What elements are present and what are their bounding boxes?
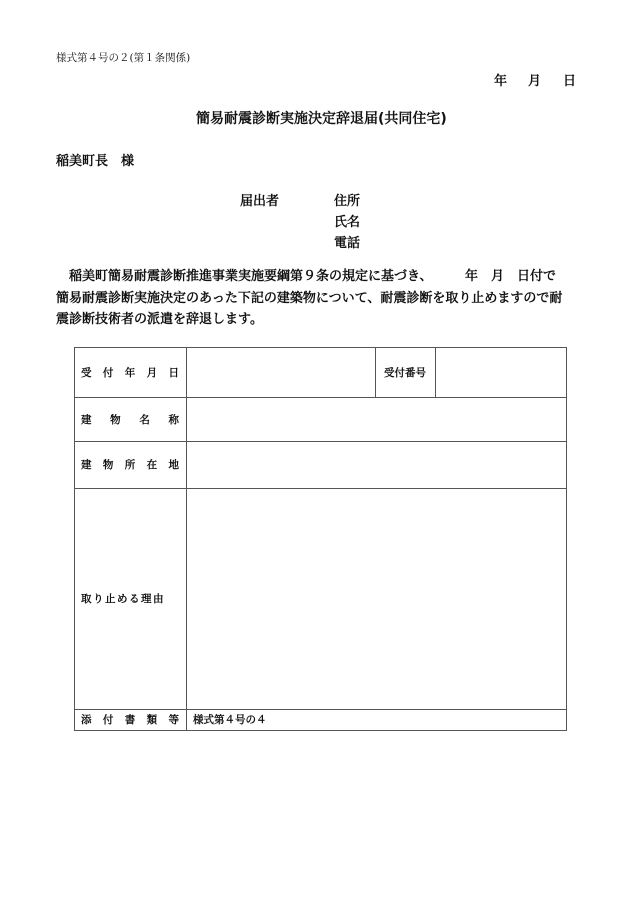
reception-number-field[interactable]: [436, 348, 566, 397]
label-char: 建: [81, 459, 92, 471]
body-line: 簡易耐震診断実施決定のあった下記の建築物について、耐震診断を取り止めますので耐: [56, 290, 563, 306]
label-char: 付: [102, 714, 114, 726]
label-char: 受: [81, 366, 92, 379]
applicant-name-label: 氏名: [334, 215, 361, 230]
form-number: 様式第４号の２(第１条関係): [56, 52, 191, 64]
reception-number-label: 受付番号: [384, 366, 426, 379]
table-border: [566, 347, 567, 731]
label-char: 日: [168, 366, 179, 379]
body-line: 震診断技術者の派遣を辞退します。: [56, 312, 263, 327]
label-char: 地: [168, 459, 179, 471]
date-month: 月: [528, 74, 542, 89]
reception-date-label: [81, 347, 179, 397]
label-char: 名: [139, 413, 150, 426]
building-name-label: [81, 397, 179, 441]
reception-date-field[interactable]: [187, 348, 375, 397]
label-char: 年: [124, 366, 136, 379]
table-border: [74, 730, 567, 731]
table-border: [74, 347, 75, 731]
date-year: 年: [494, 74, 508, 89]
building-name-field[interactable]: [187, 398, 566, 441]
label-char: 物: [110, 413, 121, 426]
label-char: 称: [168, 413, 179, 426]
attachments-value: 様式第４号の４: [193, 714, 267, 726]
reason-field[interactable]: [187, 489, 566, 709]
document-title: 簡易耐震診断実施決定辞退届(共同住宅): [196, 111, 447, 127]
label-char: 等: [168, 714, 179, 726]
reason-label: 取り止める理由: [81, 593, 165, 605]
label-char: 月: [146, 366, 158, 379]
body-text: [56, 266, 586, 331]
label-char: 建: [81, 413, 92, 426]
building-location-field[interactable]: [187, 442, 566, 488]
attachments-label: [81, 709, 179, 730]
body-line: 稲美町簡易耐震診断推進事業実施要綱第９条の規定に基づき、 年 月 日付で: [56, 269, 556, 284]
table-border: [375, 347, 376, 397]
addressee: 稲美町長 様: [56, 154, 135, 169]
label-char: 付: [102, 366, 114, 379]
label-char: 所: [124, 459, 136, 471]
applicant-label: 届出者: [240, 194, 280, 209]
label-char: 在: [146, 459, 158, 471]
label-char: 類: [146, 714, 158, 726]
applicant-phone-label: 電話: [334, 236, 361, 251]
label-char: 書: [124, 714, 136, 726]
label-char: 添: [81, 714, 92, 726]
label-char: 物: [102, 459, 114, 471]
applicant-address-label: 住所: [334, 194, 361, 209]
building-location-label: [81, 441, 179, 488]
date-day: 日: [563, 74, 577, 89]
